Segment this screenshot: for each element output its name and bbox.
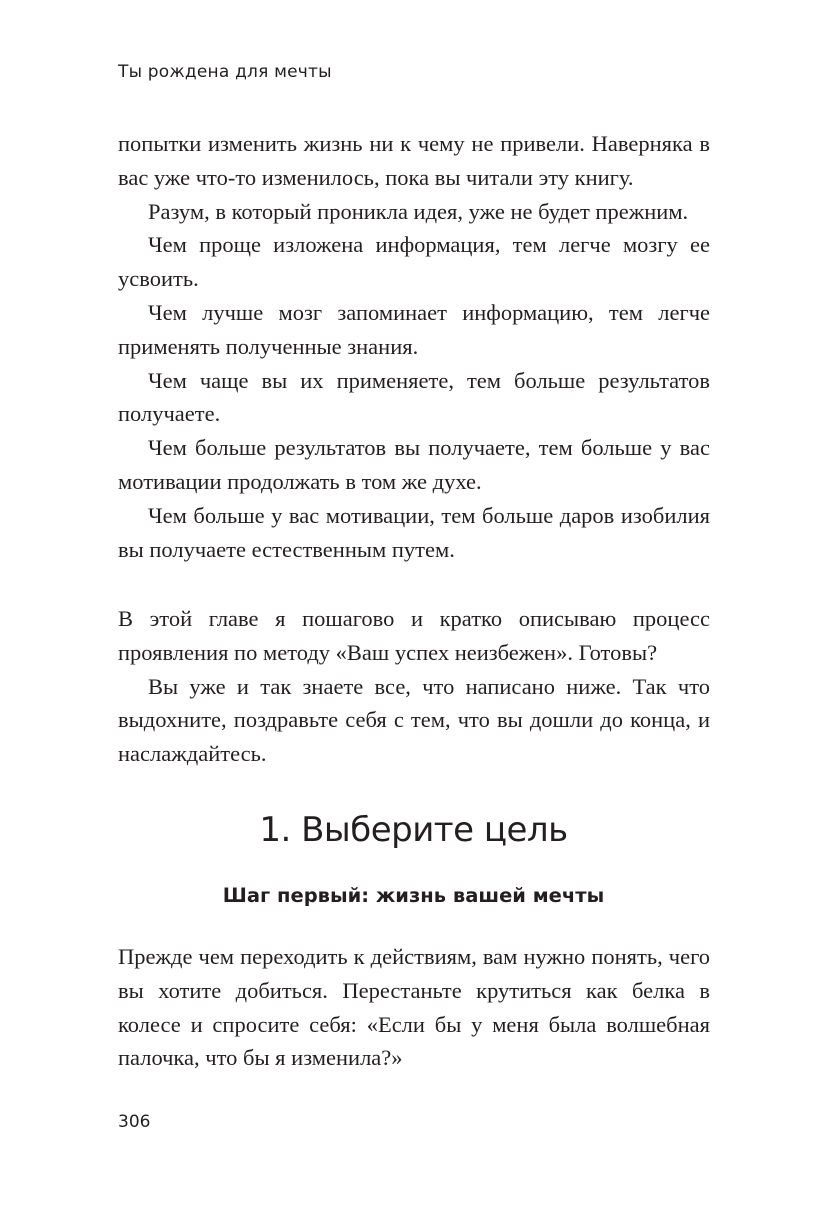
paragraph: Прежде чем переходить к действиям, вам нужно понять, чего вы хотите добиться. Перестаньте крутиться как белка в колесе и спросите себя: «Если бы у меня была волшебная палочка, что бы я изменила?»: [118, 944, 710, 1071]
section-heading: Шаг первый: жизнь вашей мечты: [222, 884, 605, 907]
chapter-title: 1. Выберите цель: [259, 810, 568, 850]
paragraph: Разум, в который проникла идея, уже не будет прежним.: [148, 198, 689, 224]
text-block-top: [118, 127, 710, 566]
text-block-middle: [118, 602, 710, 771]
paragraph: Чем больше у вас мотивации, тем больше даров изобилия вы получаете естественным путем.: [118, 502, 710, 562]
paragraph: Вы уже и так знаете все, что написано ниже. Так что выдохните, поздравьте себя с тем, что вы дошли до конца, и наслаждайтесь.: [118, 673, 710, 767]
paragraph: попытки изменить жизнь ни к чему не привели. Наверняка в вас уже что-то изменилось, пока вы читали эту книгу.: [118, 131, 710, 190]
paragraph: Чем чаще вы их применяете, тем больше результатов получаете.: [118, 367, 710, 427]
page-number: 306: [118, 1112, 151, 1132]
paragraph: Чем проще изложена информация, тем легче мозгу ее усвоить.: [118, 232, 710, 292]
paragraph: Чем лучше мозг запоминает информацию, тем легче применять полученные знания.: [118, 299, 710, 359]
running-head: Ты рождена для мечты: [118, 62, 332, 82]
paragraph: В этой главе я пошагово и кратко описываю процесс проявления по методу «Ваш успех неизбежен». Готовы?: [118, 606, 710, 665]
paragraph: Чем больше результатов вы получаете, тем больше у вас мотивации продолжать в том же духе.: [118, 435, 710, 494]
text-block-bottom: [118, 940, 710, 1075]
